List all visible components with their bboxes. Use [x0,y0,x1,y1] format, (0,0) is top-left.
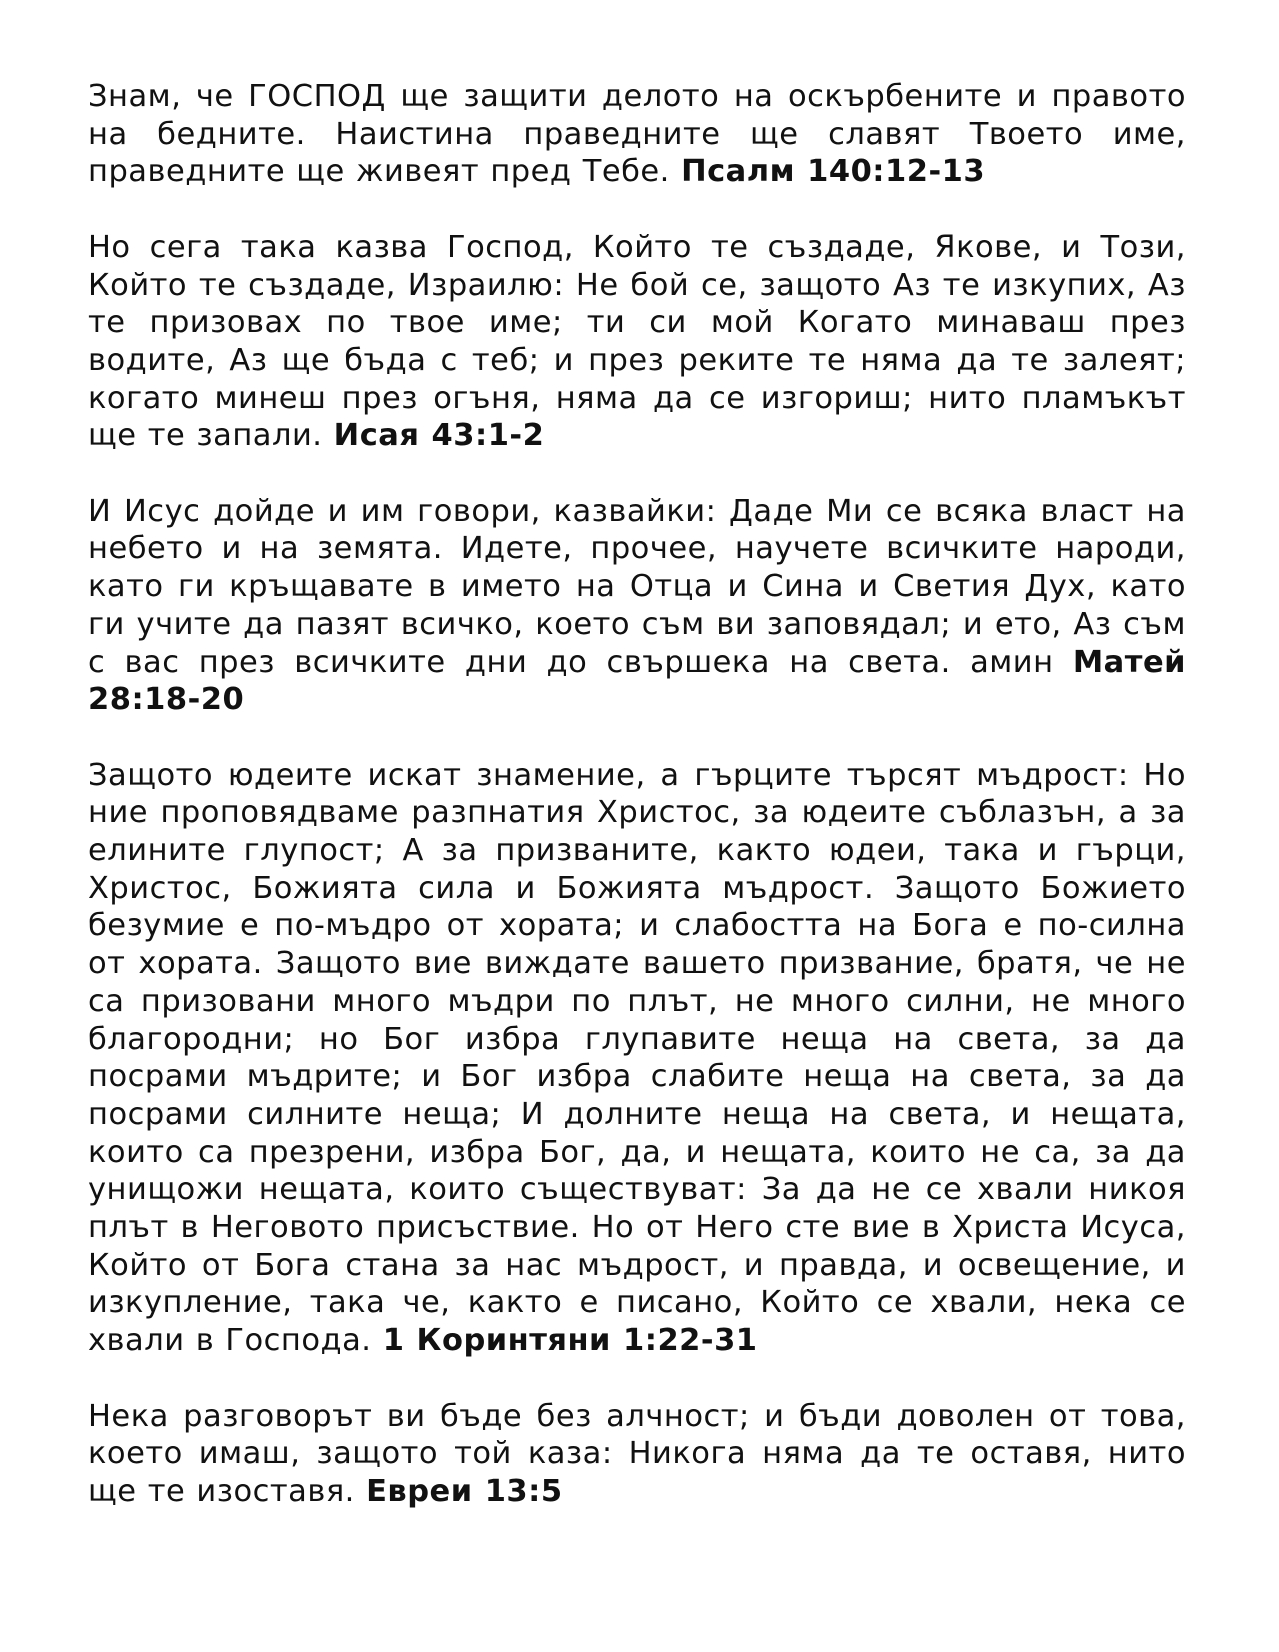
verse-text: Знам, че ГОСПОД ще защити делото на оскърбените и правото на бедните. Наистина праведните ще славят Твоето име, праведните ще живеят пред Тебе. [88,79,1186,190]
verse-paragraph [88,1398,1186,1511]
verse-reference: Матей 28:18-20 [88,644,1186,718]
document-page [88,78,1186,1548]
verse-text: Нека разговорът ви бъде без алчност; и бъди доволен от това, което имаш, защото той каза: Никога няма да те оставя, нито ще те изоставя. [88,1398,1186,1509]
verse-text: И Исус дойде и им говори, казвайки: Даде Ми се всяка власт на небето и на земята. Идете, прочее, научете всичките народи, като ги кръщавате в името на Отца и Сина и Светия Дух, като ги учите да пазят всичко, което съм ви заповядал; и ето, Аз съм с вас през всичките дни до свършека на света. амин [88,493,1186,680]
verse-paragraph [88,78,1186,191]
verse-paragraph [88,229,1186,455]
verse-text: Но сега така казва Господ, Който те създаде, Якове, и Този, Който те създаде, Израилю: Не бой се, защото Аз те изкупих, Аз те призовах по твое име; ти си мой Когато минаваш през водите, Аз ще бъда с теб; и през реките те няма да те залеят; когато минеш през огъня, няма да се изгориш; нито пламъкът ще те запали. [88,229,1186,454]
verse-text: Защото юдеите искат знамение, а гърците търсят мъдрост: Но ние проповядваме разпнатия Христос, за юдеите съблазън, а за елините глупост; А за призваните, както юдеи, така и гърци, Христос, Божията сила и Божията мъдрост. Защото Божието безумие е по-мъдро от хората; и слабостта на Бога е по-силна от хората. Защото вие виждате вашето призвание, братя, че не са призовани много мъдри по плът, не много силни, не много благородни; но Бог избра глупавите неща на света, за да посрами мъдрите; и Бог избра слабите неща на света, за да посрами силните неща; И долните неща на света, и нещата, които са презрени, избра Бог, да, и нещата, които не са, за да унищожи нещата, които съществуват: За да не се хвали никоя плът в Неговото присъствие. Но от Него сте вие в Христа Исуса, Който от Бога стана за нас мъдрост, и правда, и освещение, и изкупление, така че, както е писано, Който се хвали, нека се хвали в Господа. [88,757,1186,1359]
verse-reference: Псалм 140:12-13 [681,154,986,190]
verse-paragraph [88,757,1186,1360]
verse-reference: 1 Коринтяни 1:22-31 [382,1323,758,1359]
verse-paragraph [88,493,1186,719]
verse-reference: Исая 43:1-2 [333,418,545,454]
verse-reference: Евреи 13:5 [366,1473,563,1509]
